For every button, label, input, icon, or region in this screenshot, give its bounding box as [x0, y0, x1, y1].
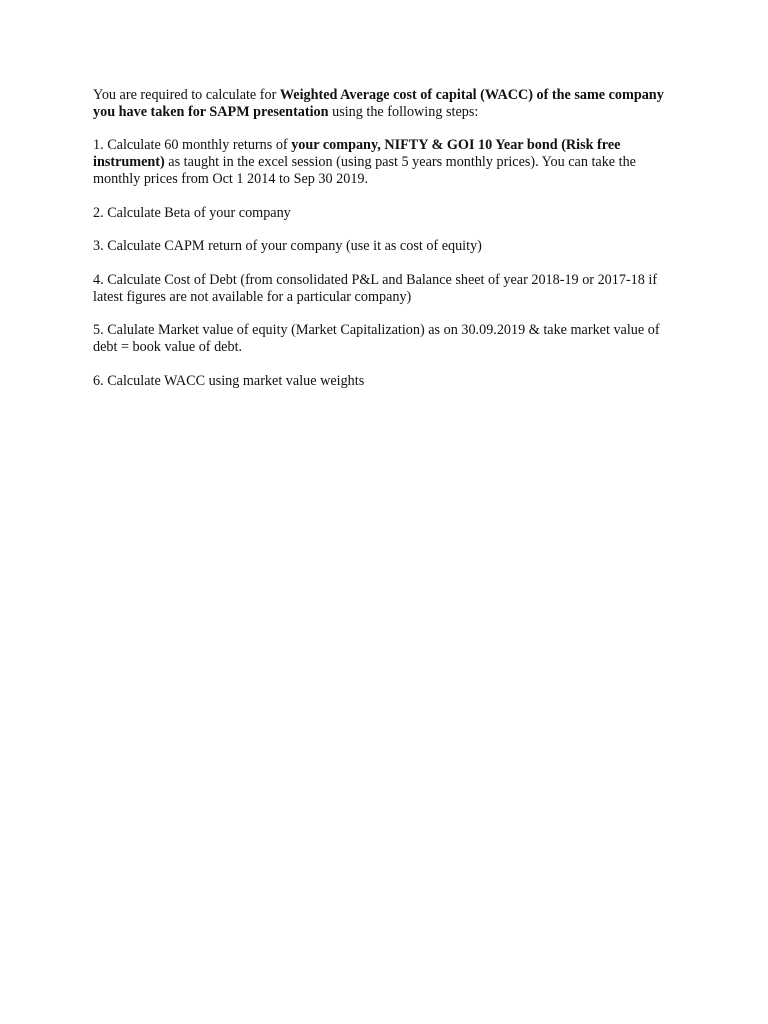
step-1-text-1: 1. Calculate 60 monthly returns of — [93, 137, 292, 154]
step-1-text-2: as taught in the excel session (using past 5 years monthly prices). You can take the monthly prices from Oct 1 2014 to Sep 30 2019. — [93, 154, 636, 188]
step-2-text: 2. Calculate Beta of your company — [93, 204, 291, 221]
intro-text-1: You are required to calculate for — [93, 87, 280, 103]
intro-text-2: using the following steps: — [328, 103, 479, 120]
step-1-paragraph — [93, 137, 683, 188]
step-1-bold-text: your company, NIFTY & GOI 10 Year bond (Risk free instrument) — [93, 137, 621, 171]
step-3-paragraph — [93, 238, 683, 255]
step-5-paragraph — [93, 322, 683, 356]
step-4-paragraph — [93, 272, 683, 306]
document-body — [93, 87, 683, 406]
intro-paragraph — [93, 87, 683, 121]
intro-bold-text: Weighted Average cost of capital (WACC) of the same company you have taken for SAPM presentation — [93, 87, 664, 120]
step-3-text: 3. Calculate CAPM return of your company (use it as cost of equity) — [93, 238, 482, 255]
step-6-text: 6. Calculate WACC using market value weights — [93, 372, 365, 389]
step-6-paragraph — [93, 373, 683, 390]
step-4-text: 4. Calculate Cost of Debt (from consolidated P&L and Balance sheet of year 2018-19 or 2017-18 if latest figures are not available for a particular company) — [93, 271, 658, 305]
step-5-text: 5. Calulate Market value of equity (Market Capitalization) as on 30.09.2019 & take market value of debt = book value of debt. — [93, 322, 660, 356]
step-2-paragraph — [93, 205, 683, 222]
